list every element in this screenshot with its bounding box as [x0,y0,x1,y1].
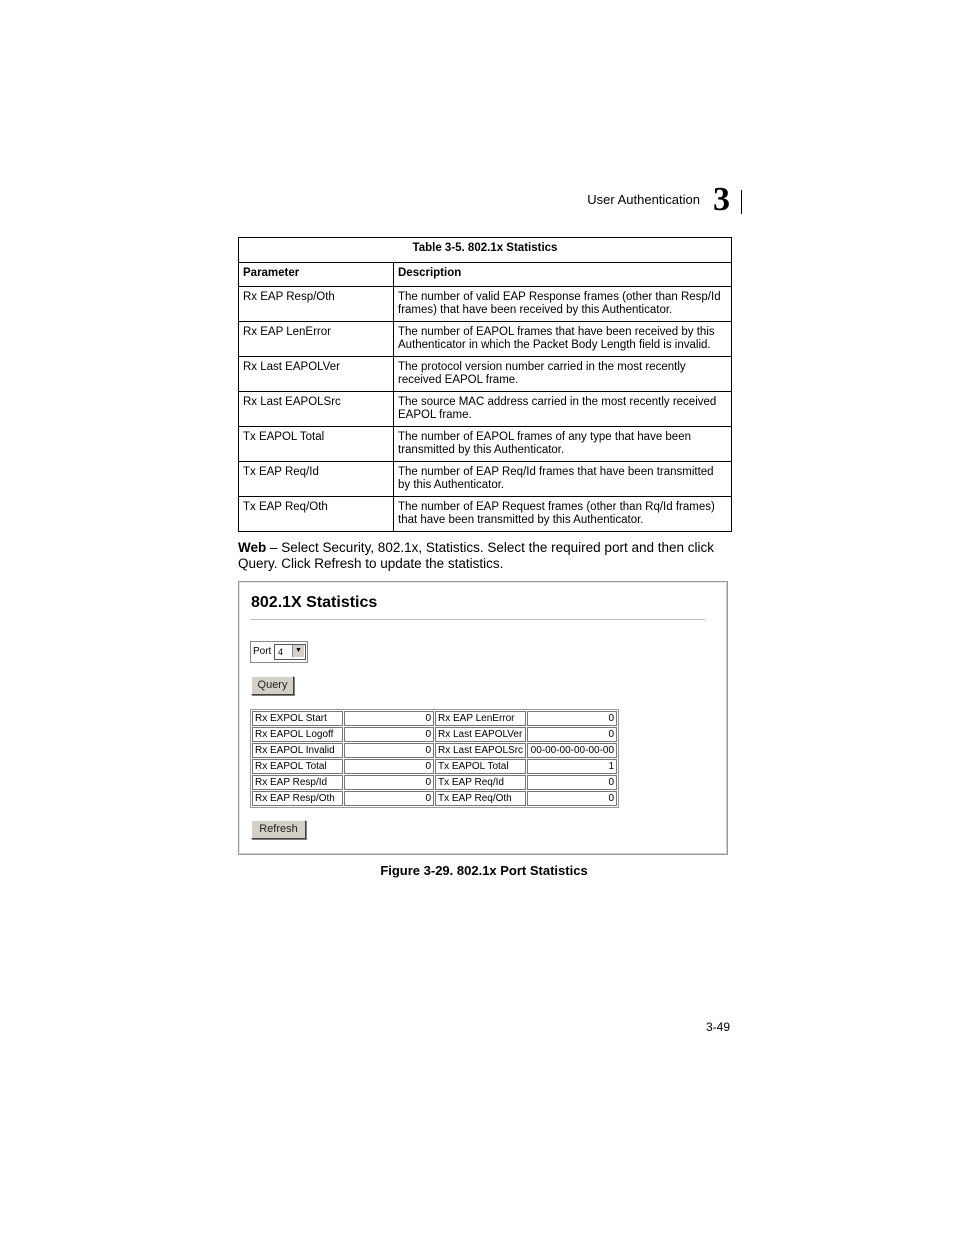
description-cell: The number of EAPOL frames that have been received by this Authenticator in which the Packet Body Length field is invalid. [394,322,732,357]
port-select-value: 4 [278,647,284,657]
stat-label: Rx EAP Resp/Oth [252,791,343,806]
table-row [252,711,617,726]
stat-value: 0 [527,791,617,806]
refresh-button[interactable]: Refresh [251,820,306,839]
table-row [239,392,732,427]
column-header-parameter: Parameter [239,263,394,287]
table-row [239,322,732,357]
description-cell: The number of EAP Request frames (other than Rq/Id frames) that have been transmitted by this Authenticator. [394,497,732,532]
description-cell: The number of valid EAP Response frames (other than Resp/Id frames) that have been received by this Authenticator. [394,287,732,322]
table-caption: Table 3-5. 802.1x Statistics [239,238,732,263]
stat-value: 0 [344,743,434,758]
description-cell: The number of EAPOL frames of any type that have been transmitted by this Authenticator. [394,427,732,462]
web-instruction [238,540,728,572]
port-statistics-table [250,709,619,808]
stat-value: 0 [344,775,434,790]
table-row [252,791,617,806]
table-row [239,462,732,497]
table-row [252,743,617,758]
query-button[interactable]: Query [251,676,294,695]
column-header-description: Description [394,263,732,287]
table-row [239,287,732,322]
stat-label: Rx Last EAPOLVer [435,727,526,742]
table-row [252,775,617,790]
parameter-cell: Rx EAP LenError [239,322,394,357]
screen-title: 802.1X Statistics [251,594,378,611]
stat-label: Rx EAP Resp/Id [252,775,343,790]
statistics-reference-table [238,237,732,532]
stat-label: Tx EAP Req/Oth [435,791,526,806]
stat-value: 0 [344,711,434,726]
stat-value: 0 [527,727,617,742]
stat-value: 0 [344,791,434,806]
stat-value: 0 [344,727,434,742]
chevron-down-icon[interactable]: ▼ [292,645,304,657]
stat-label: Rx EAP LenError [435,711,526,726]
table-row [239,427,732,462]
parameter-cell: Rx Last EAPOLSrc [239,392,394,427]
stat-label: Tx EAPOL Total [435,759,526,774]
stat-value: 00-00-00-00-00-00 [527,743,617,758]
parameter-cell: Rx Last EAPOLVer [239,357,394,392]
stat-value: 0 [527,775,617,790]
parameter-cell: Rx EAP Resp/Oth [239,287,394,322]
chapter-divider [741,190,742,214]
web-text: – Select Security, 802.1x, Statistics. Select the required port and then click Query. Click Refresh to update the statistics. [238,540,714,571]
table-row [239,357,732,392]
stat-label: Rx EAPOL Invalid [252,743,343,758]
stat-label: Rx EAPOL Total [252,759,343,774]
table-row [239,497,732,532]
running-header: User Authentication [587,192,700,207]
parameter-cell: Tx EAP Req/Id [239,462,394,497]
figure-caption: Figure 3-29. 802.1x Port Statistics [380,863,588,878]
page-number: 3-49 [705,1020,730,1034]
stat-label: Rx Last EAPOLSrc [435,743,526,758]
chapter-number: 3 [713,181,730,218]
title-divider [250,619,705,620]
stat-label: Tx EAP Req/Id [435,775,526,790]
description-cell: The source MAC address carried in the most recently received EAPOL frame. [394,392,732,427]
port-label: Port [253,646,272,657]
table-row [252,727,617,742]
description-cell: The protocol version number carried in the most recently received EAPOL frame. [394,357,732,392]
description-cell: The number of EAP Req/Id frames that have been transmitted by this Authenticator. [394,462,732,497]
stat-label: Rx EAPOL Logoff [252,727,343,742]
parameter-cell: Tx EAP Req/Oth [239,497,394,532]
parameter-cell: Tx EAPOL Total [239,427,394,462]
stat-value: 0 [527,711,617,726]
stat-value: 1 [527,759,617,774]
web-lead: Web [238,540,267,555]
table-row [252,759,617,774]
stat-label: Rx EXPOL Start [252,711,343,726]
stat-value: 0 [344,759,434,774]
